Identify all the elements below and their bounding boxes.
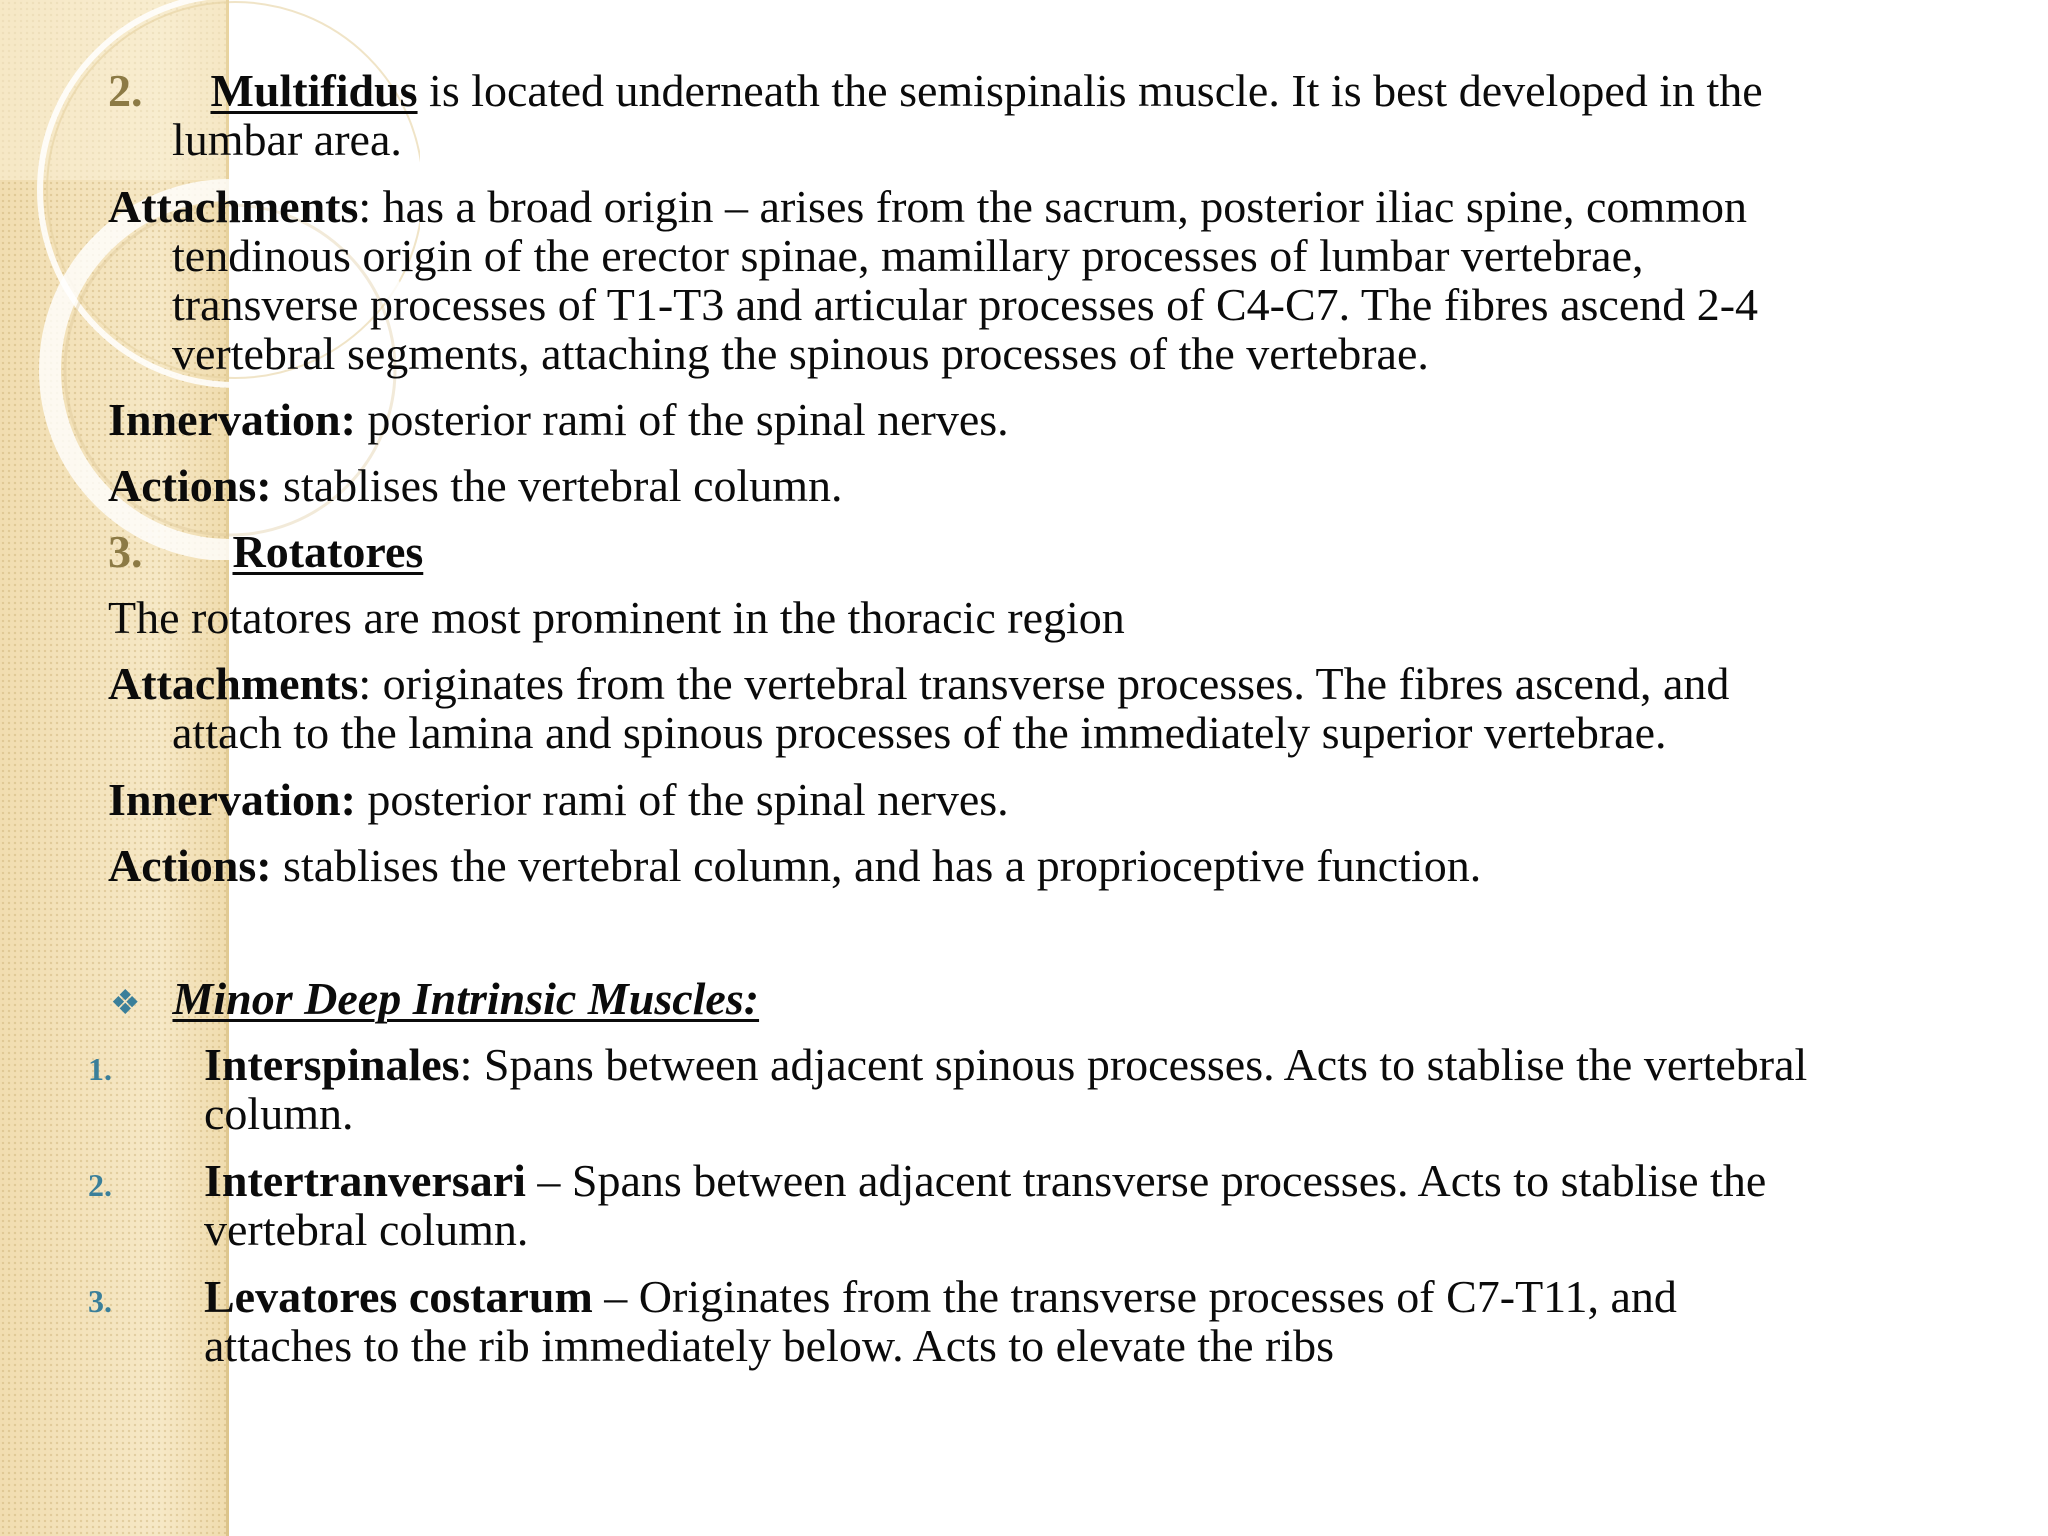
- minor-item-3-cont: attaches to the rib immediately below. Acts to elevate the ribs: [204, 1320, 1335, 1371]
- rotatores-attachments-label: Attachments: [108, 658, 359, 709]
- rotatores-attachments-text-2: attach to the lamina and spinous processes of the immediately superior vertebrae.: [172, 707, 1667, 758]
- minor-item-1-name: Interspinales: [204, 1039, 460, 1090]
- rotatores-innervation-line: [108, 775, 1009, 824]
- minor-item-3-text-line: [204, 1272, 1677, 1321]
- minor-item-2-number: 2.: [88, 1167, 112, 1203]
- rotatores-number: 3.: [108, 526, 143, 577]
- minor-item-1-number: 1.: [88, 1051, 112, 1087]
- rotatores-innervation-text: posterior rami of the spinal nerves.: [355, 774, 1009, 825]
- minor-item-2-cont: vertebral column.: [204, 1204, 529, 1255]
- diamond-bullet-icon: ❖: [110, 985, 141, 1022]
- multifidus-actions-line: [108, 461, 843, 510]
- rotatores-actions-label: Actions:: [108, 840, 272, 891]
- multifidus-heading-line: [108, 66, 1763, 115]
- rotatores-actions-line: [108, 841, 1481, 890]
- multifidus-attachments-text-1: : has a broad origin – arises from the sacrum, posterior iliac spine, common: [358, 181, 1747, 232]
- multifidus-attachments-text-3: transverse processes of T1-T3 and articular processes of C4-C7. The fibres ascend 2-4: [172, 279, 1759, 330]
- multifidus-attachments-text-2: tendinous origin of the erector spinae, mamillary processes of lumbar vertebrae,: [172, 230, 1644, 281]
- multifidus-intro: is located underneath the semispinalis muscle. It is best developed in the: [417, 65, 1763, 116]
- minor-heading-line: [110, 974, 759, 1028]
- rotatores-heading-line: [108, 527, 423, 576]
- minor-item-2-name: Intertranversari: [204, 1155, 526, 1206]
- minor-heading: Minor Deep Intrinsic Muscles:: [172, 973, 760, 1024]
- multifidus-attachments-line: [108, 182, 1747, 231]
- rotatores-innervation-label: Innervation:: [108, 774, 356, 825]
- minor-item-3-line: [88, 1272, 112, 1326]
- multifidus-name: Multifidus: [210, 65, 418, 116]
- multifidus-attachments-text-4: vertebral segments, attaching the spinous processes of the vertebrae.: [172, 328, 1429, 379]
- minor-item-1-text-line: [204, 1040, 1807, 1089]
- rotatores-actions-text: stablises the vertebral column, and has a proprioceptive function.: [271, 840, 1482, 891]
- rotatores-name: Rotatores: [232, 526, 424, 577]
- rotatores-attachments-text-1: : originates from the vertebral transverse processes. The fibres ascend, and: [358, 658, 1730, 709]
- minor-item-1-text: : Spans between adjacent spinous processes. Acts to stablise the vertebral: [459, 1039, 1808, 1090]
- minor-item-3-name: Levatores costarum: [204, 1271, 593, 1322]
- minor-item-2-line: [88, 1156, 112, 1210]
- multifidus-innervation-label: Innervation:: [108, 394, 356, 445]
- multifidus-intro-cont: lumbar area.: [172, 114, 402, 165]
- multifidus-number: 2.: [108, 65, 143, 116]
- rotatores-intro: The rotatores are most prominent in the thoracic region: [108, 592, 1125, 643]
- rotatores-attachments-line: [108, 659, 1729, 708]
- minor-item-1-cont: column.: [204, 1088, 354, 1139]
- multifidus-actions-label: Actions:: [108, 460, 272, 511]
- multifidus-innervation-line: [108, 395, 1009, 444]
- minor-item-3-text: – Originates from the transverse processes of C7-T11, and: [592, 1271, 1677, 1322]
- multifidus-attachments-label: Attachments: [108, 181, 359, 232]
- multifidus-actions-text: stablises the vertebral column.: [271, 460, 843, 511]
- minor-item-1-line: [88, 1040, 112, 1094]
- minor-item-2-text: – Spans between adjacent transverse processes. Acts to stablise the: [525, 1155, 1767, 1206]
- minor-item-3-number: 3.: [88, 1283, 112, 1319]
- multifidus-innervation-text: posterior rami of the spinal nerves.: [355, 394, 1009, 445]
- minor-item-2-text-line: [204, 1156, 1766, 1205]
